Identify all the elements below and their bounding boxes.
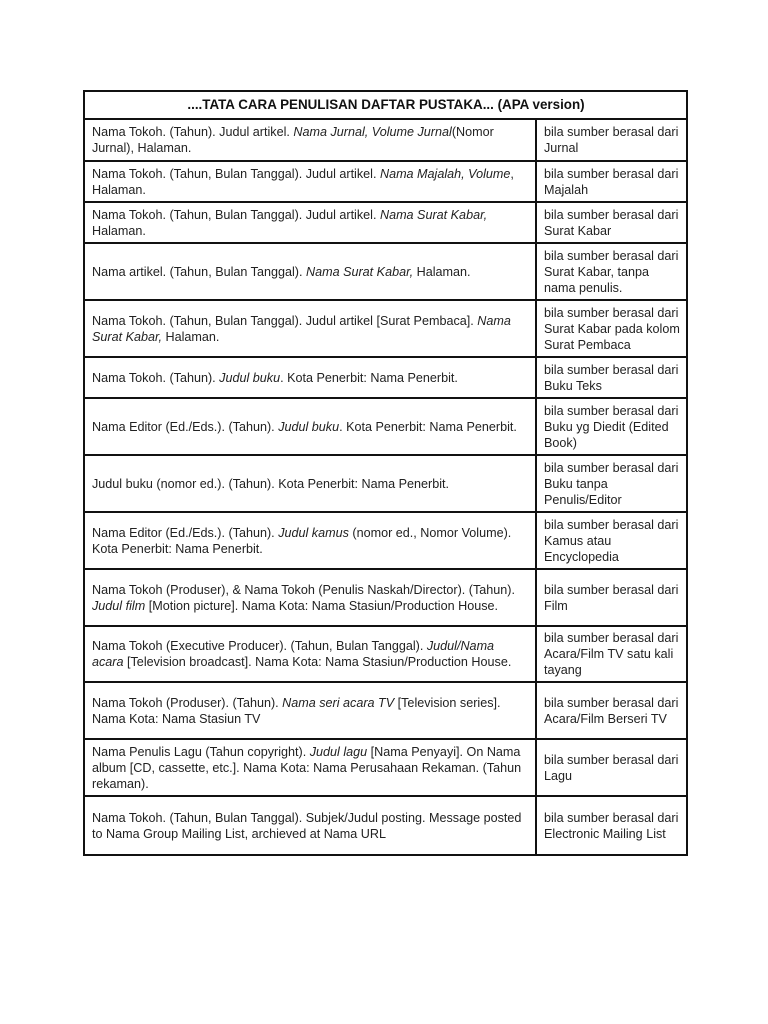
text-segment: Nama Editor (Ed./Eds.). (Tahun). (92, 525, 279, 540)
source-type-cell: bila sumber berasal dari Electronic Mailing List (536, 796, 687, 855)
source-type-cell: bila sumber berasal dari Surat Kabar pada kolom Surat Pembaca (536, 300, 687, 357)
text-segment: . Kota Penerbit: Nama Penerbit. (280, 370, 458, 385)
text-segment: [Television series]. Nama Kota: Nama Stasiun TV (92, 695, 501, 726)
citation-format-cell (84, 455, 536, 512)
table-row (84, 569, 687, 626)
source-type-cell: bila sumber berasal dari Buku yg Diedit (Edited Book) (536, 398, 687, 455)
citation-format-cell (84, 161, 536, 202)
table-row (84, 202, 687, 243)
reference-format-table (83, 90, 688, 856)
table-row (84, 357, 687, 398)
text-segment: Nama Editor (Ed./Eds.). (Tahun). (92, 419, 279, 434)
table-row (84, 512, 687, 569)
table-header-row (84, 91, 687, 119)
text-segment: (Nomor Jurnal), Halaman. (92, 125, 494, 155)
italic-text: Nama Surat Kabar, (305, 264, 414, 279)
citation-format-cell (84, 398, 536, 455)
table-row (84, 682, 687, 739)
italic-text: Nama seri acara TV (282, 695, 395, 710)
text-segment: Nama Tokoh. (Tahun). (92, 370, 220, 385)
text-segment: Nama Tokoh. (Tahun, Bulan Tanggal). Subjek/Judul posting. Message posted to Nama Group Mailing List, archieved at Nama URL (92, 810, 522, 841)
source-type-cell: bila sumber berasal dari Film (536, 569, 687, 626)
citation-format-cell (84, 357, 536, 398)
source-type-cell: bila sumber berasal dari Jurnal (536, 119, 687, 161)
text-segment: Nama artikel. (Tahun, Bulan Tanggal). (92, 264, 306, 279)
table-body (84, 119, 687, 855)
text-segment: Halaman. (413, 264, 471, 279)
citation-format-cell (84, 512, 536, 569)
text-segment: Nama Tokoh (Produser). (Tahun). (92, 695, 283, 710)
source-type-cell: bila sumber berasal dari Acara/Film Berseri TV (536, 682, 687, 739)
italic-text: Judul kamus (278, 525, 349, 540)
italic-text: Nama Jurnal, Volume Jurnal (293, 125, 452, 139)
table-row (84, 796, 687, 855)
italic-text: Judul buku (278, 419, 340, 434)
italic-text: Judul buku (219, 370, 281, 385)
text-segment: . Kota Penerbit: Nama Penerbit. (339, 419, 517, 434)
citation-format-cell (84, 682, 536, 739)
text-segment: Nama Tokoh. (Tahun, Bulan Tanggal). Judul artikel [Surat Pembaca]. (92, 313, 478, 328)
text-segment: Nama Tokoh (Produser), & Nama Tokoh (Penulis Naskah/Director). (Tahun). (92, 582, 515, 597)
italic-text: Judul lagu (309, 744, 368, 759)
source-type-cell: bila sumber berasal dari Acara/Film TV satu kali tayang (536, 626, 687, 682)
italic-text: Judul/Nama acara (92, 639, 495, 669)
table-row (84, 119, 687, 161)
table-title: ....TATA CARA PENULISAN DAFTAR PUSTAKA... (APA version) (84, 91, 687, 119)
table-row (84, 739, 687, 796)
text-segment: Nama Tokoh (Executive Producer). (Tahun, Bulan Tanggal). (92, 639, 427, 653)
italic-text: Nama Surat Kabar, (92, 313, 511, 344)
text-segment: [Nama Penyayi]. On Nama album [CD, cassette, etc.]. Nama Kota: Nama Perusahaan Rekaman. (Tahun rekaman). (92, 744, 522, 791)
text-segment: [Television broadcast]. Nama Kota: Nama Stasiun/Production House. (123, 655, 512, 669)
text-segment: Halaman. (162, 329, 220, 344)
citation-format-cell (84, 796, 536, 855)
table-row (84, 161, 687, 202)
citation-format-cell (84, 300, 536, 357)
text-segment: Nama Tokoh. (Tahun, Bulan Tanggal). Judul artikel. (92, 166, 380, 181)
table-row (84, 300, 687, 357)
source-type-cell: bila sumber berasal dari Majalah (536, 161, 687, 202)
text-segment: Judul buku (nomor ed.). (Tahun). Kota Penerbit: Nama Penerbit. (92, 476, 450, 491)
italic-text: Nama Surat Kabar, (379, 207, 488, 222)
source-type-cell: bila sumber berasal dari Kamus atau Encyclopedia (536, 512, 687, 569)
text-segment: [Motion picture]. Nama Kota: Nama Stasiun/Production House. (145, 598, 499, 613)
text-segment: , Halaman. (92, 166, 514, 197)
citation-format-cell (84, 569, 536, 626)
source-type-cell: bila sumber berasal dari Buku tanpa Penulis/Editor (536, 455, 687, 512)
text-segment: Nama Tokoh. (Tahun). Judul artikel. (92, 125, 294, 139)
citation-format-cell (84, 626, 536, 682)
table-row (84, 455, 687, 512)
source-type-cell: bila sumber berasal dari Surat Kabar (536, 202, 687, 243)
text-segment: Nama Tokoh. (Tahun, Bulan Tanggal). Judul artikel. (92, 207, 380, 222)
citation-format-cell (84, 739, 536, 796)
source-type-cell: bila sumber berasal dari Buku Teks (536, 357, 687, 398)
table-row (84, 626, 687, 682)
text-segment: (nomor ed., Nomor Volume). Kota Penerbit: Nama Penerbit. (92, 525, 512, 556)
source-type-cell: bila sumber berasal dari Lagu (536, 739, 687, 796)
text-segment: Halaman. (92, 223, 146, 238)
citation-format-cell (84, 243, 536, 300)
table-row (84, 398, 687, 455)
citation-format-cell (84, 119, 536, 161)
citation-format-cell (84, 202, 536, 243)
italic-text: Nama Majalah, Volume (379, 166, 511, 181)
source-type-cell: bila sumber berasal dari Surat Kabar, tanpa nama penulis. (536, 243, 687, 300)
table-row (84, 243, 687, 300)
text-segment: Nama Penulis Lagu (Tahun copyright). (92, 744, 310, 759)
italic-text: Judul film (92, 598, 146, 613)
